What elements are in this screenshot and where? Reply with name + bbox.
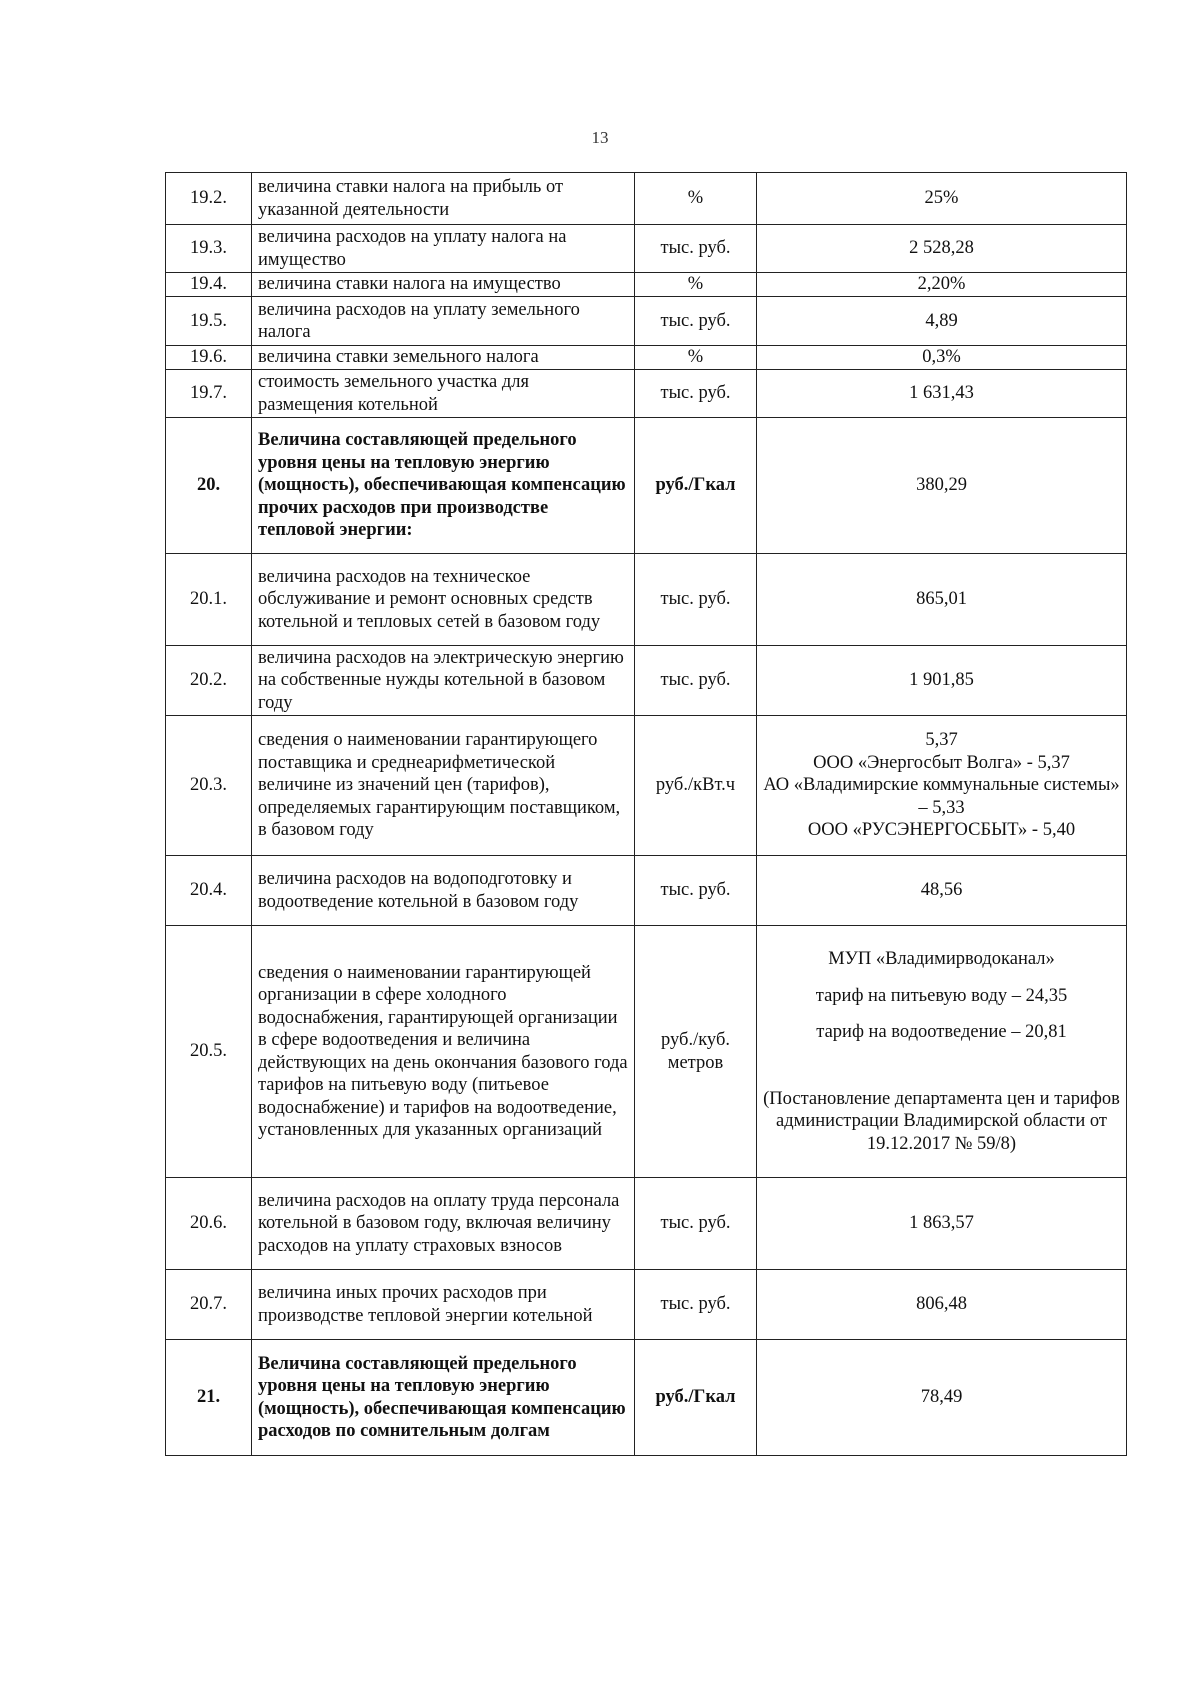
row-unit: % bbox=[635, 173, 757, 225]
row-description: величина ставки налога на прибыль от указанной деятельности bbox=[252, 173, 635, 225]
row-description: величина расходов на техническое обслуживание и ремонт основных средств котельной и тепловых сетей в базовом году bbox=[252, 554, 635, 646]
row-value bbox=[757, 1178, 1127, 1270]
value-line: 1 863,57 bbox=[909, 1213, 974, 1234]
table-row bbox=[166, 297, 1127, 346]
row-number: 20.6. bbox=[166, 1178, 252, 1270]
row-value bbox=[757, 225, 1127, 273]
row-unit: руб./кВт.ч bbox=[635, 716, 757, 856]
tariff-table bbox=[165, 172, 1127, 1456]
table-row bbox=[166, 856, 1127, 926]
value-line: 48,56 bbox=[920, 880, 963, 901]
row-number: 20.3. bbox=[166, 716, 252, 856]
row-description: величина расходов на уплату налога на имущество bbox=[252, 225, 635, 273]
row-description: величина ставки налога на имущество bbox=[252, 273, 635, 297]
row-number: 19.2. bbox=[166, 173, 252, 225]
row-value bbox=[757, 926, 1127, 1178]
value-line: 0,3% bbox=[922, 347, 961, 368]
table-row bbox=[166, 346, 1127, 370]
table-row bbox=[166, 173, 1127, 225]
table-row bbox=[166, 926, 1127, 1178]
row-unit: руб./куб. метров bbox=[635, 926, 757, 1178]
value-line: тариф на питьевую воду – 24,35 bbox=[815, 985, 1068, 1006]
row-number: 20.2. bbox=[166, 646, 252, 716]
row-unit: руб./Гкал bbox=[635, 418, 757, 554]
row-value bbox=[757, 346, 1127, 370]
row-value bbox=[757, 1270, 1127, 1340]
table-row bbox=[166, 554, 1127, 646]
row-number: 19.3. bbox=[166, 225, 252, 273]
row-number: 19.5. bbox=[166, 297, 252, 346]
value-line: 1 901,85 bbox=[909, 670, 974, 691]
row-value bbox=[757, 646, 1127, 716]
row-value bbox=[757, 370, 1127, 418]
value-line: 4,89 bbox=[925, 310, 958, 331]
row-description: стоимость земельного участка для размещения котельной bbox=[252, 370, 635, 418]
row-value bbox=[757, 173, 1127, 225]
row-number: 19.7. bbox=[166, 370, 252, 418]
table-row bbox=[166, 225, 1127, 273]
row-value bbox=[757, 1340, 1127, 1456]
value-line: тариф на водоотведение – 20,81 bbox=[816, 1022, 1067, 1042]
row-description: Величина составляющей предельного уровня цены на тепловую энергию (мощность), обеспечивающая компенсацию прочих расходов при производстве тепловой энергии: bbox=[252, 418, 635, 554]
table-row bbox=[166, 646, 1127, 716]
row-number: 20. bbox=[166, 418, 252, 554]
value-line: 1 631,43 bbox=[909, 383, 974, 404]
row-unit: тыс. руб. bbox=[635, 1178, 757, 1270]
row-description: величина ставки земельного налога bbox=[252, 346, 635, 370]
row-description: величина расходов на электрическую энергию на собственные нужды котельной в базовом году bbox=[252, 646, 635, 716]
row-unit: % bbox=[635, 273, 757, 297]
value-line: 865,01 bbox=[916, 589, 967, 610]
row-value bbox=[757, 554, 1127, 646]
row-description: величина расходов на водоподготовку и водоотведение котельной в базовом году bbox=[252, 856, 635, 926]
table-row bbox=[166, 1270, 1127, 1340]
row-unit: тыс. руб. bbox=[635, 646, 757, 716]
value-line: 2,20% bbox=[917, 274, 966, 295]
table-row bbox=[166, 418, 1127, 554]
row-number: 20.1. bbox=[166, 554, 252, 646]
table-row bbox=[166, 370, 1127, 418]
value-line: 5,37 bbox=[925, 730, 958, 751]
row-number: 19.4. bbox=[166, 273, 252, 297]
value-line: ООО «Энергосбыт Волга» - 5,37 bbox=[813, 752, 1070, 773]
row-description: Величина составляющей предельного уровня цены на тепловую энергию (мощность), обеспечивающая компенсацию расходов по сомнительным долгам bbox=[252, 1340, 635, 1456]
row-unit: тыс. руб. bbox=[635, 856, 757, 926]
row-number: 19.6. bbox=[166, 346, 252, 370]
value-line: 25% bbox=[924, 188, 959, 209]
value-line: МУП «Владимирводоканал» bbox=[828, 949, 1055, 969]
row-value bbox=[757, 297, 1127, 346]
row-description: величина расходов на уплату земельного налога bbox=[252, 297, 635, 346]
row-number: 20.7. bbox=[166, 1270, 252, 1340]
row-description: величина иных прочих расходов при производстве тепловой энергии котельной bbox=[252, 1270, 635, 1340]
row-value bbox=[757, 856, 1127, 926]
table-row bbox=[166, 1340, 1127, 1456]
row-value bbox=[757, 273, 1127, 297]
value-line: 78,49 bbox=[920, 1387, 963, 1408]
row-unit: тыс. руб. bbox=[635, 225, 757, 273]
row-unit: тыс. руб. bbox=[635, 370, 757, 418]
row-number: 20.4. bbox=[166, 856, 252, 926]
row-unit: % bbox=[635, 346, 757, 370]
row-description: сведения о наименовании гарантирующего поставщика и среднеарифметической величине из значений цен (тарифов), определяемых гарантирующим поставщиком, в базовом году bbox=[252, 716, 635, 856]
value-line: (Постановление департамента цен и тарифов администрации Владимирской области от 19.12.2017 № 59/8) bbox=[763, 1088, 1120, 1154]
value-line: 2 528,28 bbox=[909, 238, 974, 259]
row-unit: руб./Гкал bbox=[635, 1340, 757, 1456]
row-unit: тыс. руб. bbox=[635, 554, 757, 646]
row-unit: тыс. руб. bbox=[635, 1270, 757, 1340]
value-line: 806,48 bbox=[916, 1294, 967, 1315]
row-unit: тыс. руб. bbox=[635, 297, 757, 346]
value-line: ООО «РУСЭНЕРГОСБЫТ» - 5,40 bbox=[807, 820, 1076, 841]
value-line: 380,29 bbox=[916, 475, 967, 496]
table-row bbox=[166, 273, 1127, 297]
row-value bbox=[757, 418, 1127, 554]
row-value bbox=[757, 716, 1127, 856]
row-number: 21. bbox=[166, 1340, 252, 1456]
row-description: величина расходов на оплату труда персонала котельной в базовом году, включая величину расходов на уплату страховых взносов bbox=[252, 1178, 635, 1270]
row-description: сведения о наименовании гарантирующей организации в сфере холодного водоснабжения, гарантирующей организации в сфере водоотведения и величина действующих на день окончания базового года тарифов на питьевую воду (питьевое водоснабжение) и тарифов на водоотведение, установленных для указанных организаций bbox=[252, 926, 635, 1178]
table-row bbox=[166, 716, 1127, 856]
table-row bbox=[166, 1178, 1127, 1270]
value-line: АО «Владимирские коммунальные системы» – 5,33 bbox=[763, 775, 1120, 818]
page-number: 13 bbox=[591, 128, 609, 147]
row-number: 20.5. bbox=[166, 926, 252, 1178]
